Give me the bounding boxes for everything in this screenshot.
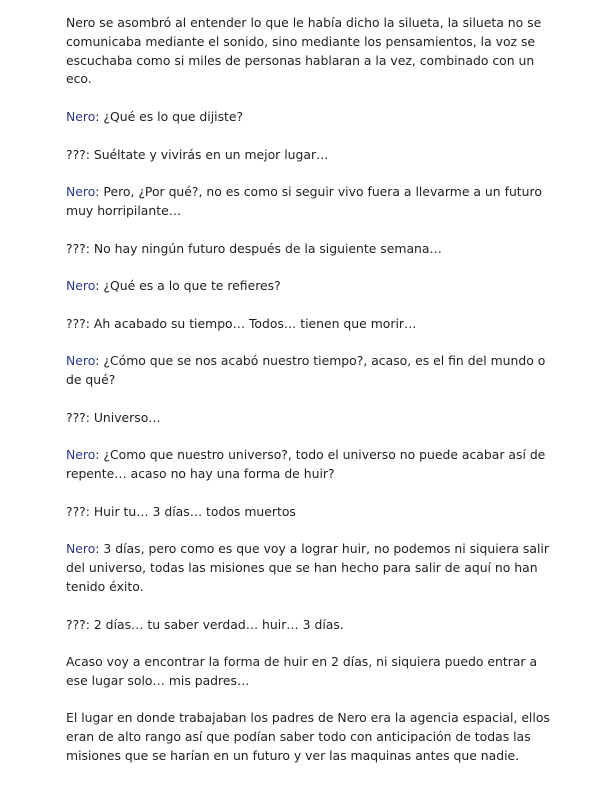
paragraph-text: : ¿Qué es a lo que te refieres?: [95, 278, 281, 294]
paragraph-text: ???: 2 días… tu saber verdad… huir… 3 días.: [66, 616, 344, 632]
speaker-name: Nero: [66, 447, 96, 463]
paragraph-text: : 3 días, pero como es que voy a lograr huir, no podemos ni siquiera salir del universo, todas las misiones que se han hecho para salir de aquí no han tenido éxito.: [66, 541, 549, 594]
paragraph-text: : ¿Cómo que se nos acabó nuestro tiempo?, acaso, es el fin del mundo o de qué?: [66, 353, 546, 388]
paragraph: [66, 240, 550, 259]
speaker-name: Nero: [66, 108, 96, 124]
paragraph: [66, 503, 550, 522]
paragraph: [66, 277, 550, 296]
paragraph-text: ???: No hay ningún futuro después de la siguiente semana…: [66, 240, 442, 256]
paragraph-text: ???: Universo…: [66, 409, 161, 425]
paragraph: [66, 540, 550, 596]
paragraph: [66, 653, 550, 691]
paragraph-text: Acaso voy a encontrar la forma de huir en 2 días, ni siquiera puedo entrar a ese lugar solo… mis padres…: [66, 654, 538, 688]
paragraph-text: ???: Suéltate y vivirás en un mejor lugar…: [66, 146, 329, 162]
speaker-name: Nero: [66, 278, 96, 294]
paragraph: [66, 14, 550, 89]
paragraph: [66, 709, 550, 765]
speaker-name: Nero: [66, 184, 96, 200]
paragraph: [66, 409, 550, 428]
paragraph-text: ???: Ah acabado su tiempo… Todos… tienen que morir…: [66, 315, 417, 331]
paragraph: [66, 183, 550, 221]
paragraph-text: El lugar en donde trabajaban los padres de Nero era la agencia espacial, ellos eran de alto rango así que podían saber todo con anticipación de todas las misiones que se harían en un futuro y ver las maquinas antes que nadie.: [66, 710, 550, 764]
paragraph: [66, 108, 550, 127]
speaker-name: Nero: [66, 353, 96, 369]
paragraph: [66, 315, 550, 334]
paragraph-text: Nero se asombró al entender lo que le había dicho la silueta, la silueta no se comunicaba mediante el sonido, sino mediante los pensamientos, la voz se escuchaba como si miles de personas hablaran a la vez, combinado con un eco.: [66, 15, 542, 87]
paragraph: [66, 352, 550, 390]
paragraph-text: : ¿Qué es lo que dijiste?: [95, 108, 244, 124]
paragraph-text: ???: Huir tu… 3 días… todos muertos: [66, 503, 296, 519]
paragraph: [66, 616, 550, 635]
paragraph: [66, 446, 550, 484]
speaker-name: Nero: [66, 541, 96, 557]
paragraph: [66, 146, 550, 165]
paragraph-text: : ¿Como que nuestro universo?, todo el universo no puede acabar así de repente… acaso no hay una forma de huir?: [66, 447, 546, 482]
paragraph-text: : Pero, ¿Por qué?, no es como si seguir vivo fuera a llevarme a un futuro muy horripilante…: [66, 184, 542, 218]
